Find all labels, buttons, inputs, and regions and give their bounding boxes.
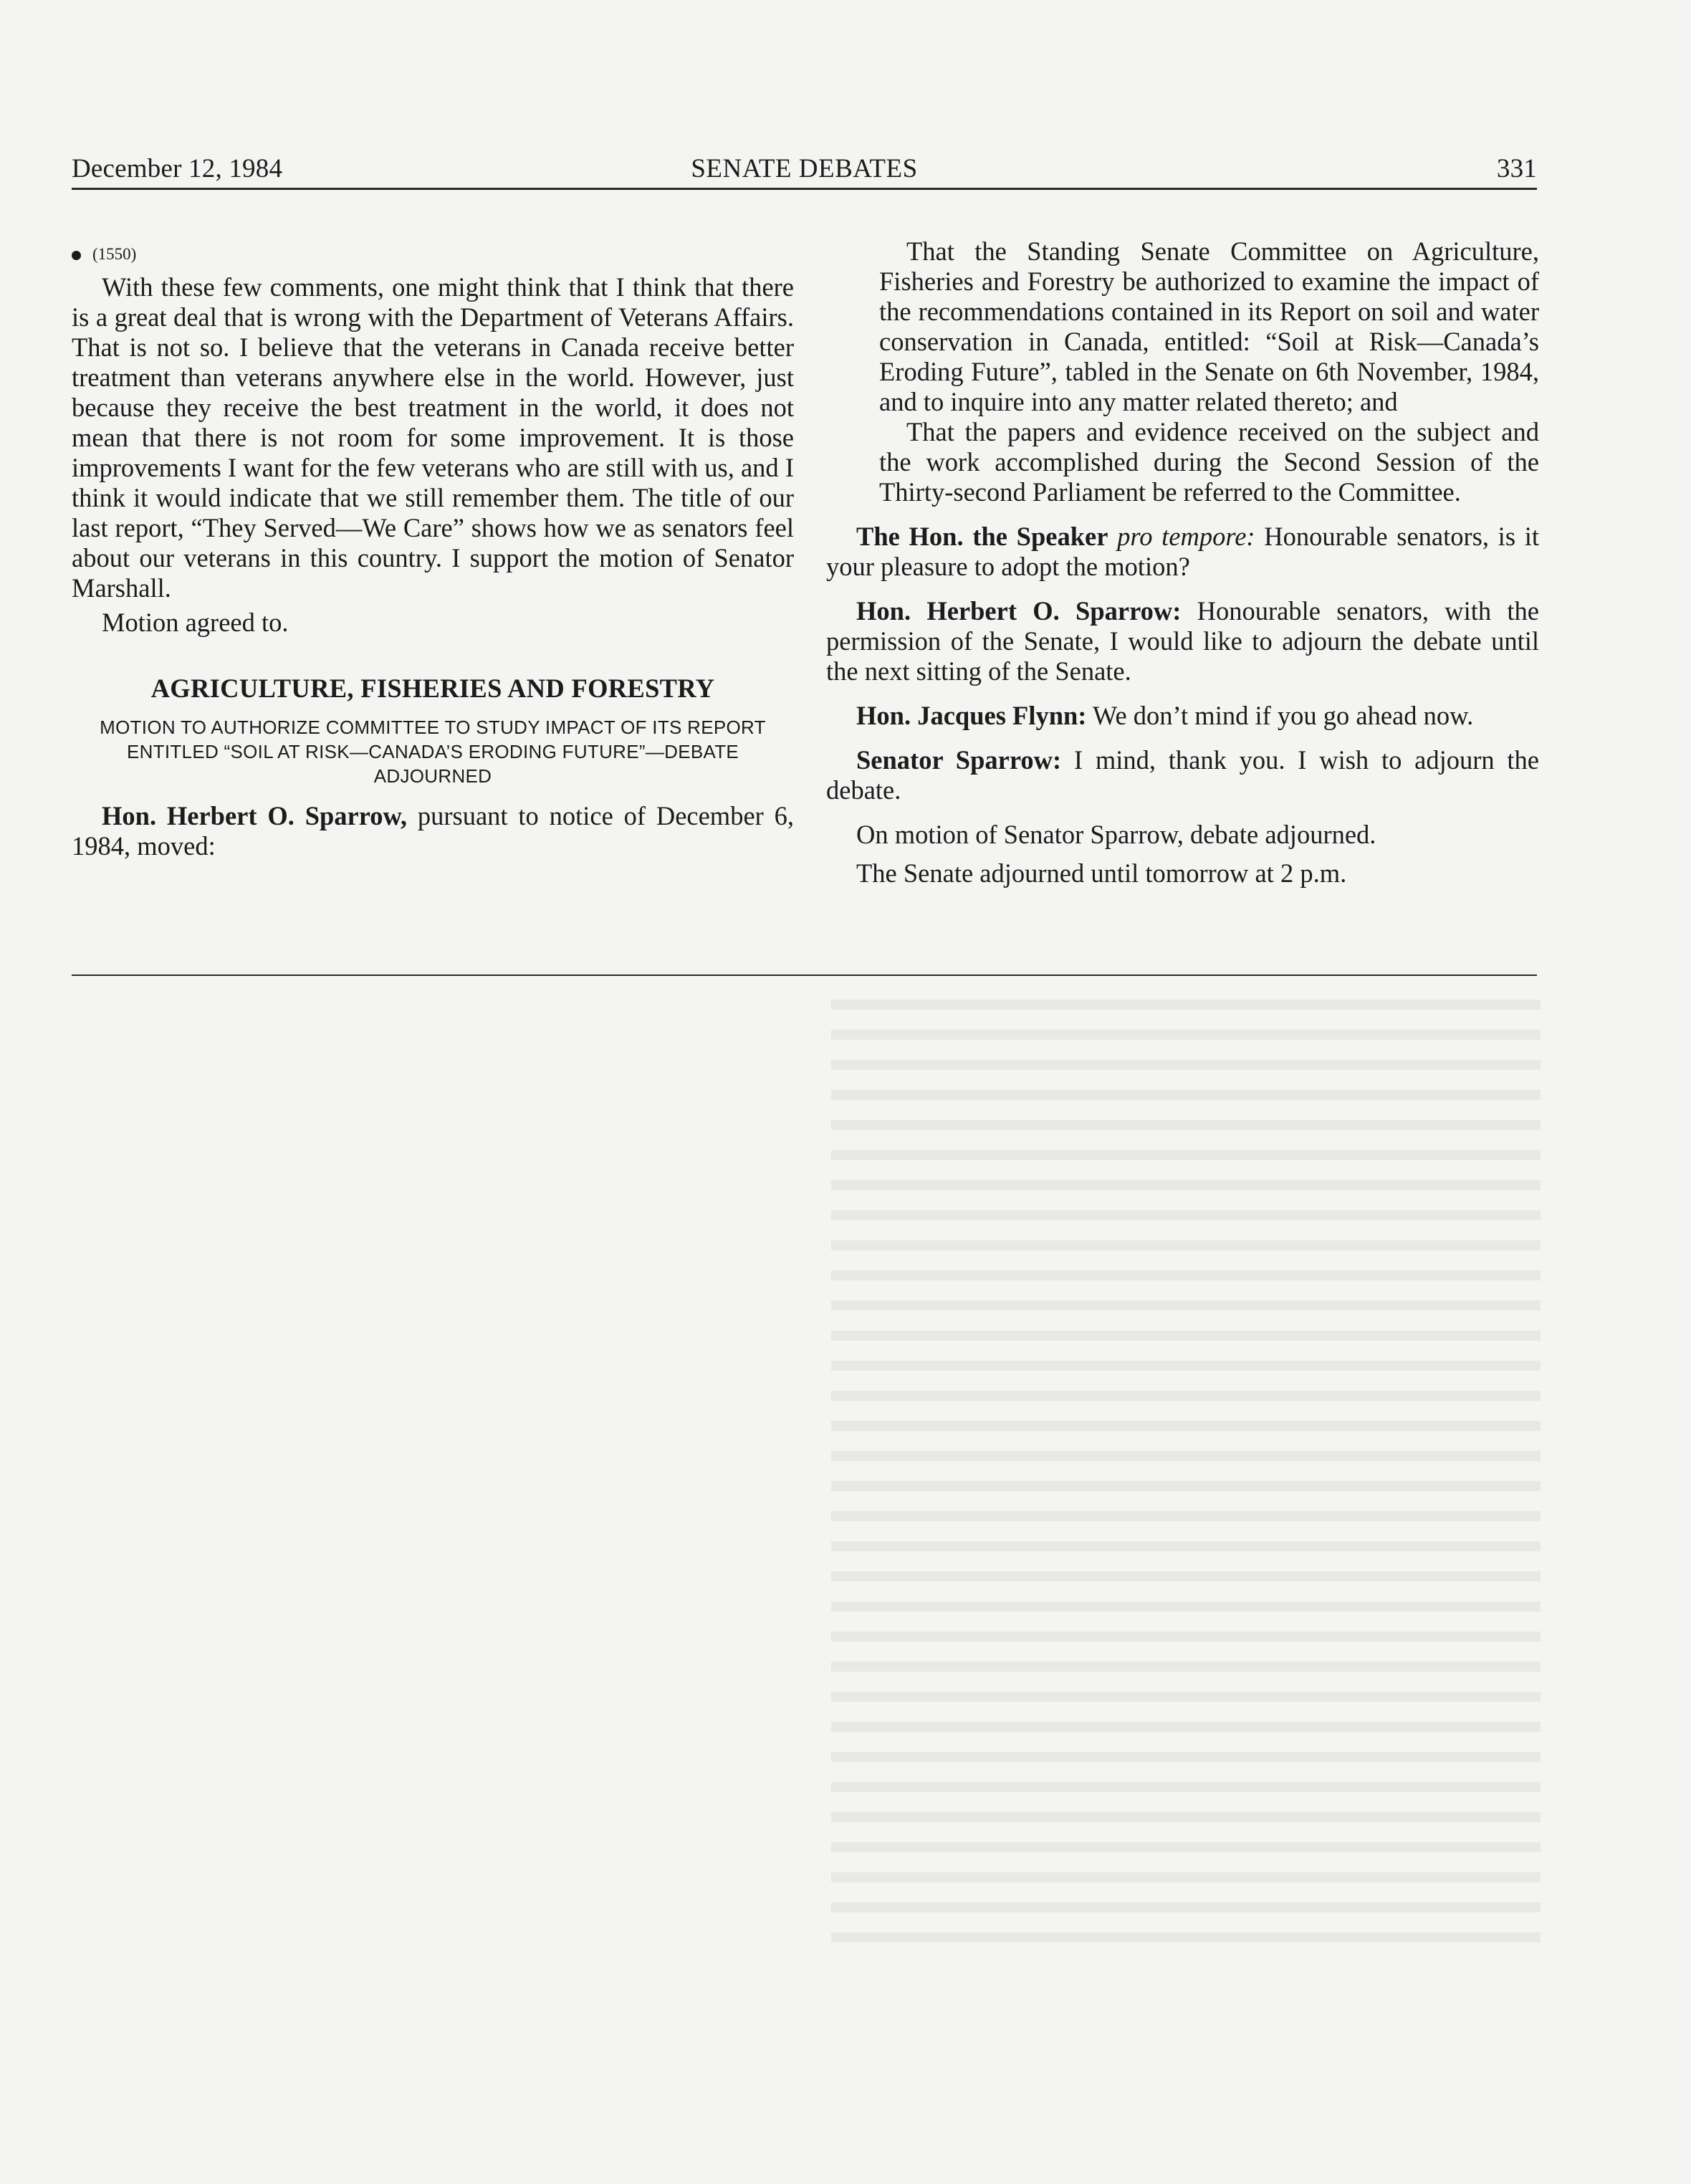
spacer xyxy=(72,704,794,715)
right-column xyxy=(826,236,1539,889)
show-through-texture xyxy=(831,1000,1541,1960)
header-rule xyxy=(72,188,1537,190)
speaker-name: Hon. Jacques Flynn: xyxy=(856,701,1087,730)
closing-senate-adjourned: The Senate adjourned until tomorrow at 2 p.m. xyxy=(856,858,1347,888)
speech-flynn xyxy=(826,701,1539,731)
header-date: December 12, 1984 xyxy=(72,154,283,183)
motion-text-2: That the papers and evidence received on the subject and the work accomplished during the Second Session of the Thirty-second Parliament be referred to the Committee. xyxy=(879,417,1539,507)
section-heading: AGRICULTURE, FISHERIES AND FORESTRY xyxy=(150,674,715,703)
header-title: SENATE DEBATES xyxy=(691,154,918,183)
speaker-name: Senator Sparrow: xyxy=(856,745,1062,775)
page-number: 331 xyxy=(1496,154,1537,183)
speech-speaker-pro-tempore xyxy=(826,522,1539,582)
running-header xyxy=(72,153,1537,191)
speaker-name: Hon. Herbert O. Sparrow, xyxy=(102,801,408,830)
spacer xyxy=(72,788,794,801)
time-marker-text: (1550) xyxy=(92,245,137,263)
time-marker xyxy=(72,236,794,272)
speech-text: We don’t mind if you go ahead now. xyxy=(1086,701,1474,730)
spacer xyxy=(826,731,1539,745)
speaker-name: Hon. Herbert O. Sparrow: xyxy=(856,596,1182,626)
motion-agreed: Motion agreed to. xyxy=(102,608,289,637)
moved-paragraph xyxy=(72,801,794,861)
spacer xyxy=(826,850,1539,858)
speaker-role: pro tempore: xyxy=(1108,522,1255,551)
paragraph-veterans: With these few comments, one might think that I think that there is a great deal that is wrong with the Department of Veterans Affairs. That is not so. I believe that the veterans in Canada receive better treatment than veterans anywhere else in the world. However, just because they receive the best treatment in the world, it does not mean that there is not room for some improvement. It is those improvements I want for the few veterans who are still with us, and I think it would indicate that we still remember them. The title of our last report, “They Served—We Care” shows how we as senators feel about our veterans in this country. I support the motion of Senator Marshall. xyxy=(72,272,794,603)
spacer xyxy=(826,686,1539,701)
section-subheading: MOTION TO AUTHORIZE COMMITTEE TO STUDY IMPACT OF ITS REPORT ENTITLED “SOIL AT RISK—CANADA’S ERODING FUTURE”—DEBATE ADJOURNED xyxy=(100,717,766,787)
speech-text: Honourable senators, is it your pleasure to adopt the motion? xyxy=(826,522,1539,581)
speech-sparrow xyxy=(826,596,1539,686)
spacer xyxy=(826,805,1539,820)
closing-debate-adjourned: On motion of Senator Sparrow, debate adjourned. xyxy=(856,820,1376,849)
moved-text: pursuant to notice of December 6, 1984, moved: xyxy=(72,801,794,861)
spacer xyxy=(826,507,1539,522)
speech-senator-sparrow xyxy=(826,745,1539,805)
end-rule xyxy=(72,974,1537,976)
spacer xyxy=(72,638,794,674)
speech-text: I mind, thank you. I wish to adjourn the debate. xyxy=(826,745,1539,805)
speaker-name: The Hon. the Speaker xyxy=(856,522,1108,551)
bullet-icon xyxy=(72,251,81,260)
speech-text: Honourable senators, with the permission of the Senate, I would like to adjourn the debate until the next sitting of the Senate. xyxy=(826,596,1539,686)
left-column xyxy=(72,236,794,861)
spacer xyxy=(826,582,1539,596)
motion-text-1: That the Standing Senate Committee on Agriculture, Fisheries and Forestry be authorized to examine the impact of the recommendations contained in its Report on soil and water conservation in Canada, entitled: “Soil at Risk—Canada’s Eroding Future”, tabled in the Senate on 6th November, 1984, and to inquire into any matter related thereto; and xyxy=(879,236,1539,416)
